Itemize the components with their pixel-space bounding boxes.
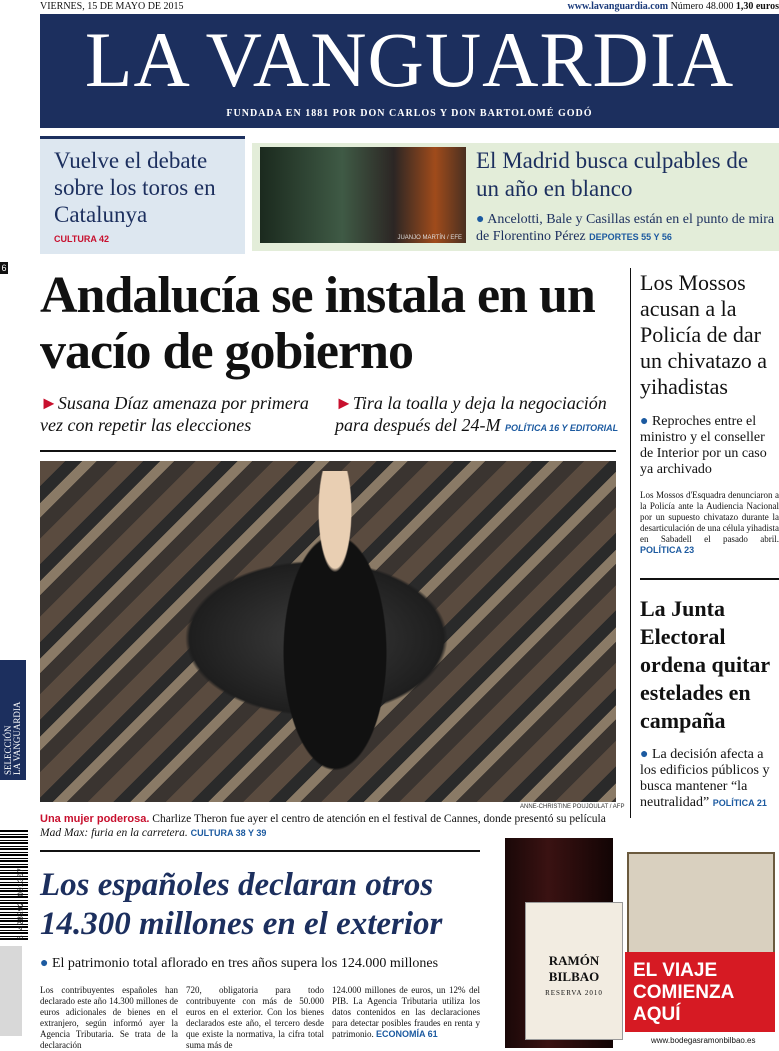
economy-column-2: 720, obligatoria para todo contribuyente con más de 50.000 euros en el exterior. Con los bienes declarados este año, el tercero desde que existe la normativa, la cifra total suma más de — [186, 985, 324, 1051]
teaser-culture-section: CULTURA 42 — [54, 234, 245, 244]
economy-headline[interactable]: Los españoles declaran otros 14.300 millones en el exterior — [40, 866, 480, 944]
football-players-photo — [260, 147, 466, 243]
travel-trunk-image — [627, 852, 775, 966]
caption-film: Mad Max: furia en la carretera. — [40, 827, 188, 839]
side-story-mossos-headline[interactable]: Los Mossos acusan a la Policía de dar un chivatazo a yihadistas — [640, 270, 779, 400]
bullet-icon: ● — [640, 747, 648, 762]
economy-column-1: Los contribuyentes españoles han declarado este año 14.300 millones de euros adicionales de bienes en el extranjero, según informó ayer la Agencia Tributaria. Se trata de la declaración — [40, 985, 178, 1051]
sidebar-divider — [630, 268, 631, 818]
side-story-junta[interactable] — [640, 595, 779, 811]
sport-photo-credit: JUANJO MARTÍN / EFE — [397, 235, 462, 241]
barcode-digits: 8 428292 001307 — [17, 868, 26, 940]
photo-caption — [40, 812, 620, 840]
red-triangle-icon: ► — [40, 393, 58, 413]
founded-line: FUNDADA EN 1881 POR DON CARLOS Y DON BARTOLOMÉ GODÓ — [40, 108, 779, 119]
side-story-mossos-sub: ● Reproches entre el ministro y el conseller de Interior por un caso ya archivado — [640, 414, 779, 478]
caption-text: Charlize Theron fue ayer el centro de atención en el festival de Cannes, donde presentó su película — [152, 813, 606, 825]
main-section: POLÍTICA 16 Y EDITORIAL — [505, 423, 618, 433]
seleccion-brand: LA VANGUARDIA — [12, 702, 22, 775]
issue-date: VIERNES, 15 DE MAYO DE 2015 — [40, 1, 184, 12]
bullet-icon: ● — [40, 956, 48, 971]
site-link[interactable]: www.lavanguardia.com — [568, 1, 669, 12]
sidebar-rule — [640, 578, 779, 580]
teaser-culture-headline[interactable]: Vuelve el debate sobre los toros en Catalunya — [54, 147, 245, 228]
bullet-icon: ● — [640, 414, 648, 429]
cannes-photo[interactable] — [40, 461, 616, 802]
ad-url[interactable]: www.bodegasramonbilbao.es — [651, 1036, 756, 1045]
actress-figure — [255, 471, 415, 801]
side-story-junta-sub: ● La decisión afecta a los edificios públicos y busca mantener “la neutralidad” POLÍTICA 21 — [640, 747, 779, 811]
wine-advertisement[interactable] — [491, 838, 775, 1048]
economy-section: ECONOMÍA 61 — [376, 1029, 438, 1039]
main-subhead-1: ►Susana Díaz amenaza por primera vez con repetir las elecciones — [40, 392, 330, 436]
caption-lead: Una mujer poderosa. — [40, 813, 149, 825]
bullet-icon: ● — [476, 212, 484, 227]
masthead — [40, 14, 779, 128]
side-story-junta-section: POLÍTICA 21 — [713, 798, 767, 808]
top-bar — [40, 0, 779, 14]
issue-info — [568, 1, 779, 12]
teaser-sport-section: DEPORTES 55 Y 56 — [589, 232, 672, 242]
main-headline[interactable]: Andalucía se instala en un vacío de gobierno — [40, 268, 620, 380]
economy-subhead: ● El patrimonio total aflorado en tres años supera los 124.000 millones — [40, 956, 480, 972]
page-marker: 6 — [0, 262, 8, 274]
issue-number: Número 48.000 — [671, 1, 734, 12]
ad-brand: RAMÓN BILBAO — [526, 953, 622, 985]
main-subhead-2: ►Tira la toalla y deja la negociación para después del 24-M POLÍTICA 16 Y EDITORIAL — [335, 392, 620, 439]
red-triangle-icon: ► — [335, 393, 353, 413]
seleccion-label: SELECCIÓN — [3, 726, 13, 776]
wine-bottle-image — [505, 838, 613, 1048]
side-story-mossos[interactable] — [640, 270, 779, 556]
section-rule — [40, 450, 616, 452]
ad-slogan: EL VIAJE COMIENZA AQUÍ — [625, 952, 775, 1032]
seleccion-tab[interactable] — [0, 660, 26, 780]
economy-rule — [40, 850, 480, 852]
teaser-sport-sub: ● Ancelotti, Bale y Casillas están en el punto de mira de Florentino Pérez DEPORTES 55 Y 56 — [476, 211, 776, 246]
side-story-junta-headline[interactable]: La Junta Electoral ordena quitar estelades en campaña — [640, 595, 779, 735]
economy-column-3: 124.000 millones de euros, un 12% del PIB. La Agencia Tributaria utiliza los datos contenidos en las declaraciones para detectar posibles fraudes en renta y patrimonio. ECONOMÍA 61 — [332, 985, 480, 1040]
side-story-mossos-section: POLÍTICA 23 — [640, 545, 694, 555]
issue-price: 1,30 euros — [736, 1, 779, 12]
newspaper-logo[interactable]: LA VANGUARDIA — [40, 14, 779, 106]
teaser-sport[interactable] — [252, 143, 779, 251]
teaser-sport-headline[interactable]: El Madrid busca culpables de un año en blanco — [476, 147, 776, 203]
bottle-label — [525, 902, 623, 1040]
main-photo-credit: ANNE-CHRISTINE POUJOULAT / AFP — [520, 804, 624, 810]
teaser-culture[interactable] — [40, 136, 245, 254]
caption-section: CULTURA 38 Y 39 — [191, 828, 267, 838]
ad-reserva: RESERVA 2010 — [526, 989, 622, 997]
edge-insert — [0, 946, 22, 1036]
side-story-mossos-body: Los Mossos d'Esquadra denunciaron a la Policía ante la Audiencia Nacional por un supuesto chivatazo durante la desarticulación de una célula yihadista en Sabadell el pasado abril. POLÍTICA 23 — [640, 490, 779, 556]
